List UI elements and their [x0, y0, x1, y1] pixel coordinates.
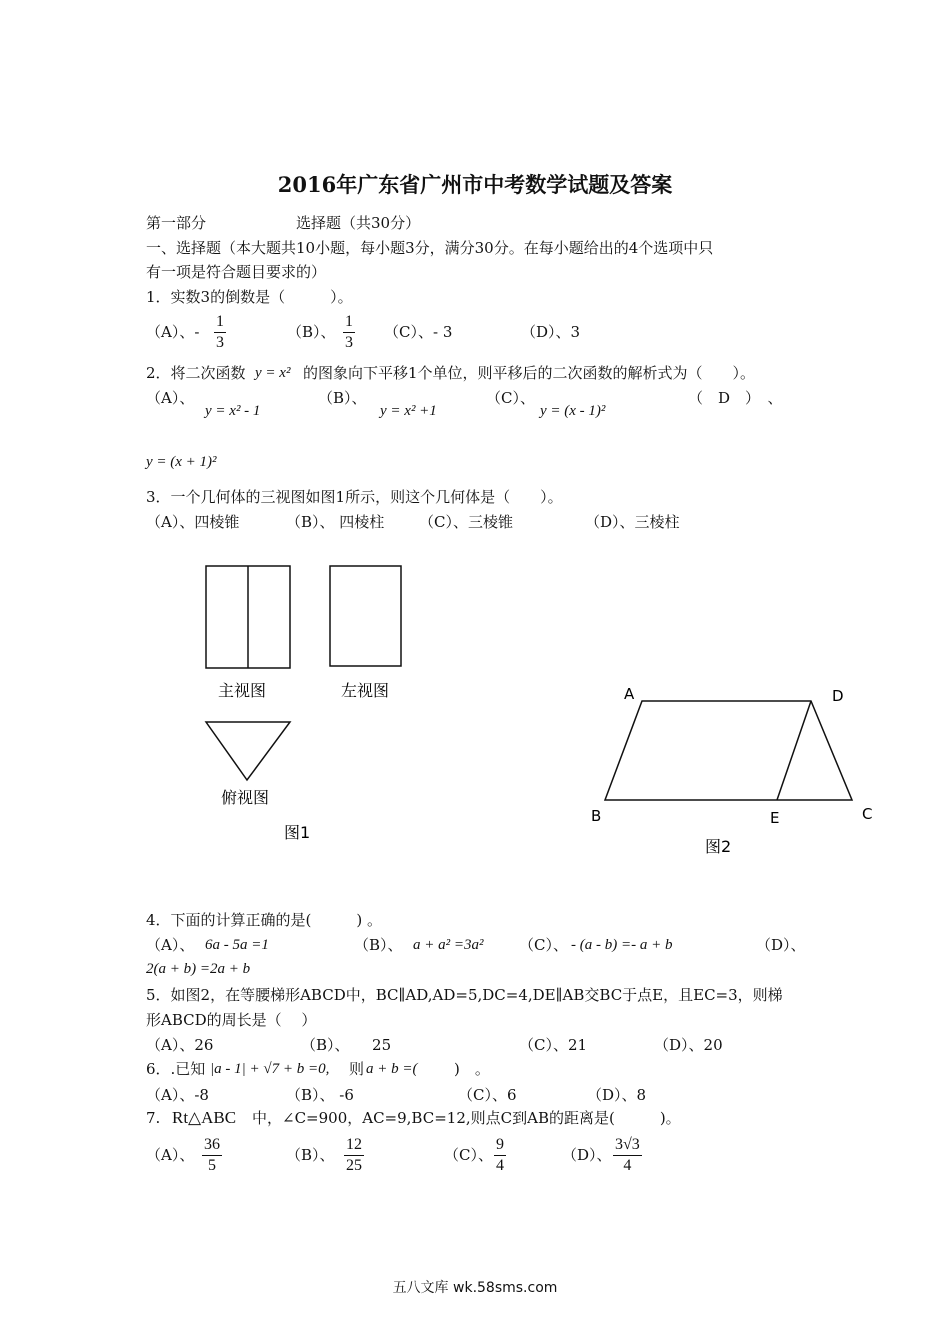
q2-option-d-label: （ D ） 、: [688, 389, 783, 407]
q2-stem-math: y = x²: [255, 365, 291, 381]
left-view-label: 左视图: [341, 681, 390, 700]
q1-option-b-label: （B）、: [287, 323, 336, 341]
q4-option-b-label: （B）、: [354, 936, 403, 954]
part-name: 选择题（共30分）: [296, 214, 421, 232]
q6-option-b: （B）、 -6: [286, 1086, 354, 1104]
trapezoid-abcd: [605, 701, 852, 800]
q1-option-c: （C）、- 3: [384, 323, 453, 341]
q2-stem-post: 的图象向下平移1个单位，则平移后的二次函数的解析式为（ ）。: [303, 364, 756, 382]
section-instruction-line2: 有一项是符合题目要求的）: [146, 263, 327, 281]
q2-option-c-label: （C）、: [486, 389, 535, 407]
q6-option-d: （D）、8: [587, 1086, 647, 1104]
q6-stem-math2: a + b =(: [366, 1061, 418, 1077]
q6-option-a: （A）、-8: [146, 1086, 209, 1104]
q6-option-c: （C）、6: [458, 1086, 517, 1104]
q5-stem-line2: 形ABCD的周长是（ ）: [146, 1011, 317, 1029]
q7-b-numerator: 12: [346, 1136, 362, 1153]
q7-d-numerator: 3√3: [615, 1136, 640, 1153]
top-view-label: 俯视图: [221, 788, 270, 807]
q7-number: 7.: [146, 1109, 161, 1127]
q7-a-denominator: 5: [202, 1155, 222, 1174]
part-label: 第一部分: [146, 214, 207, 232]
q4-option-a-label: （A）、: [146, 936, 195, 954]
q4-option-d-label: （D）、: [756, 936, 806, 954]
q2-option-c-math: y = (x - 1)²: [540, 403, 606, 419]
q1-option-a-label: （A）、-: [146, 323, 200, 341]
q2-option-d-math: y = (x + 1)²: [146, 454, 217, 470]
q7-option-c-fraction: [494, 1137, 506, 1174]
q4-option-a-math: 6a - 5a =1: [205, 937, 269, 953]
q7-b-denominator: 25: [346, 1157, 362, 1174]
q3-option-a: （A）、四棱锥: [146, 513, 240, 531]
figure-1-caption: 图1: [284, 823, 311, 842]
q6-stem-post: ) 。: [424, 1060, 490, 1078]
section-instruction-line1: 一、选择题（本大题共10小题，每小题3分，满分30分。在每小题给出的4个选项中只: [146, 239, 714, 257]
q7-stem: 中，∠C=900，AC=9,BC=12,则点C到AB的距离是( )。: [252, 1109, 681, 1127]
q1-stem: 1．实数3的倒数是（ ）。: [146, 288, 353, 306]
q6-stem-pre: 6．.已知: [146, 1060, 206, 1078]
q2-option-b-label: （B）、: [318, 389, 367, 407]
q7-option-a-fraction: [202, 1137, 222, 1174]
figure-2-caption: 图2: [705, 837, 732, 856]
q3-option-b: （B）、 四棱柱: [286, 513, 385, 531]
q5-option-d: （D）、20: [654, 1036, 723, 1054]
q7-c-denominator: 4: [496, 1157, 504, 1174]
q7-c-numerator: 9: [496, 1136, 504, 1153]
q1-b-denominator: 3: [345, 334, 353, 351]
q2-option-a-math: y = x² - 1: [205, 403, 261, 419]
q7-d-denominator: 4: [613, 1155, 642, 1174]
q7-option-b-label: （B）、: [286, 1146, 335, 1164]
vertex-a-label: A: [624, 685, 635, 703]
segment-de: [777, 701, 811, 800]
q4-option-b-math: a + a² =3a²: [413, 937, 484, 953]
q6-stem-math: |a - 1| + √7 + b =0,: [210, 1061, 330, 1077]
q1-b-numerator: 1: [345, 313, 353, 330]
q4-stem: 4．下面的计算正确的是( ) 。: [146, 911, 383, 929]
vertex-b-label: B: [591, 807, 602, 825]
footer-watermark: 五八文库 wk.58sms.com: [392, 1280, 558, 1296]
vertex-c-label: C: [862, 805, 873, 823]
q7-option-b-fraction: [344, 1137, 364, 1174]
vertex-e-label: E: [770, 809, 780, 827]
q2-option-b-math: y = x² +1: [380, 403, 437, 419]
q5-stem-line1: 5．如图2，在等腰梯形ABCD中，BC∥AD,AD=5,DC=4,DE∥AB交BC于点E，且EC=3，则梯: [146, 986, 783, 1004]
left-view-outline: [330, 566, 401, 666]
q7-a-numerator: 36: [204, 1136, 220, 1153]
q3-stem: 3．一个几何体的三视图如图1所示，则这个几何体是（ ）。: [146, 488, 563, 506]
q3-option-d: （D）、三棱柱: [585, 513, 680, 531]
vertex-d-label: D: [832, 687, 844, 705]
q5-option-a: （A）、26: [146, 1036, 214, 1054]
q7-option-c-label: （C）、: [444, 1146, 493, 1164]
q7-triangle: Rt△ABC: [172, 1108, 237, 1127]
q4-option-d-math: 2(a + b) =2a + b: [146, 961, 251, 977]
front-view-label: 主视图: [218, 681, 267, 700]
q1-option-d: （D）、3: [521, 323, 581, 341]
q4-option-c-label: （C）、: [519, 936, 568, 954]
q7-option-d-label: （D）、: [562, 1146, 612, 1164]
q1-a-numerator: 1: [216, 313, 224, 330]
q1-a-denominator: 3: [216, 334, 224, 351]
q7-option-a-label: （A）、: [146, 1146, 195, 1164]
page-title: 2016年广东省广州市中考数学试题及答案: [277, 172, 673, 197]
q2-stem-pre: 2．将二次函数: [146, 364, 246, 382]
q2-option-a-label: （A）、: [146, 389, 195, 407]
q6-stem-mid: 则: [349, 1060, 365, 1078]
q7-option-d-fraction: [613, 1137, 642, 1174]
q3-option-c: （C）、三棱锥: [419, 513, 513, 531]
top-view-triangle: [206, 722, 290, 780]
q4-option-c-math: - (a - b) =- a + b: [571, 937, 673, 953]
q5-option-b: （B）、 25: [301, 1036, 392, 1054]
q5-option-c: （C）、21: [519, 1036, 588, 1054]
